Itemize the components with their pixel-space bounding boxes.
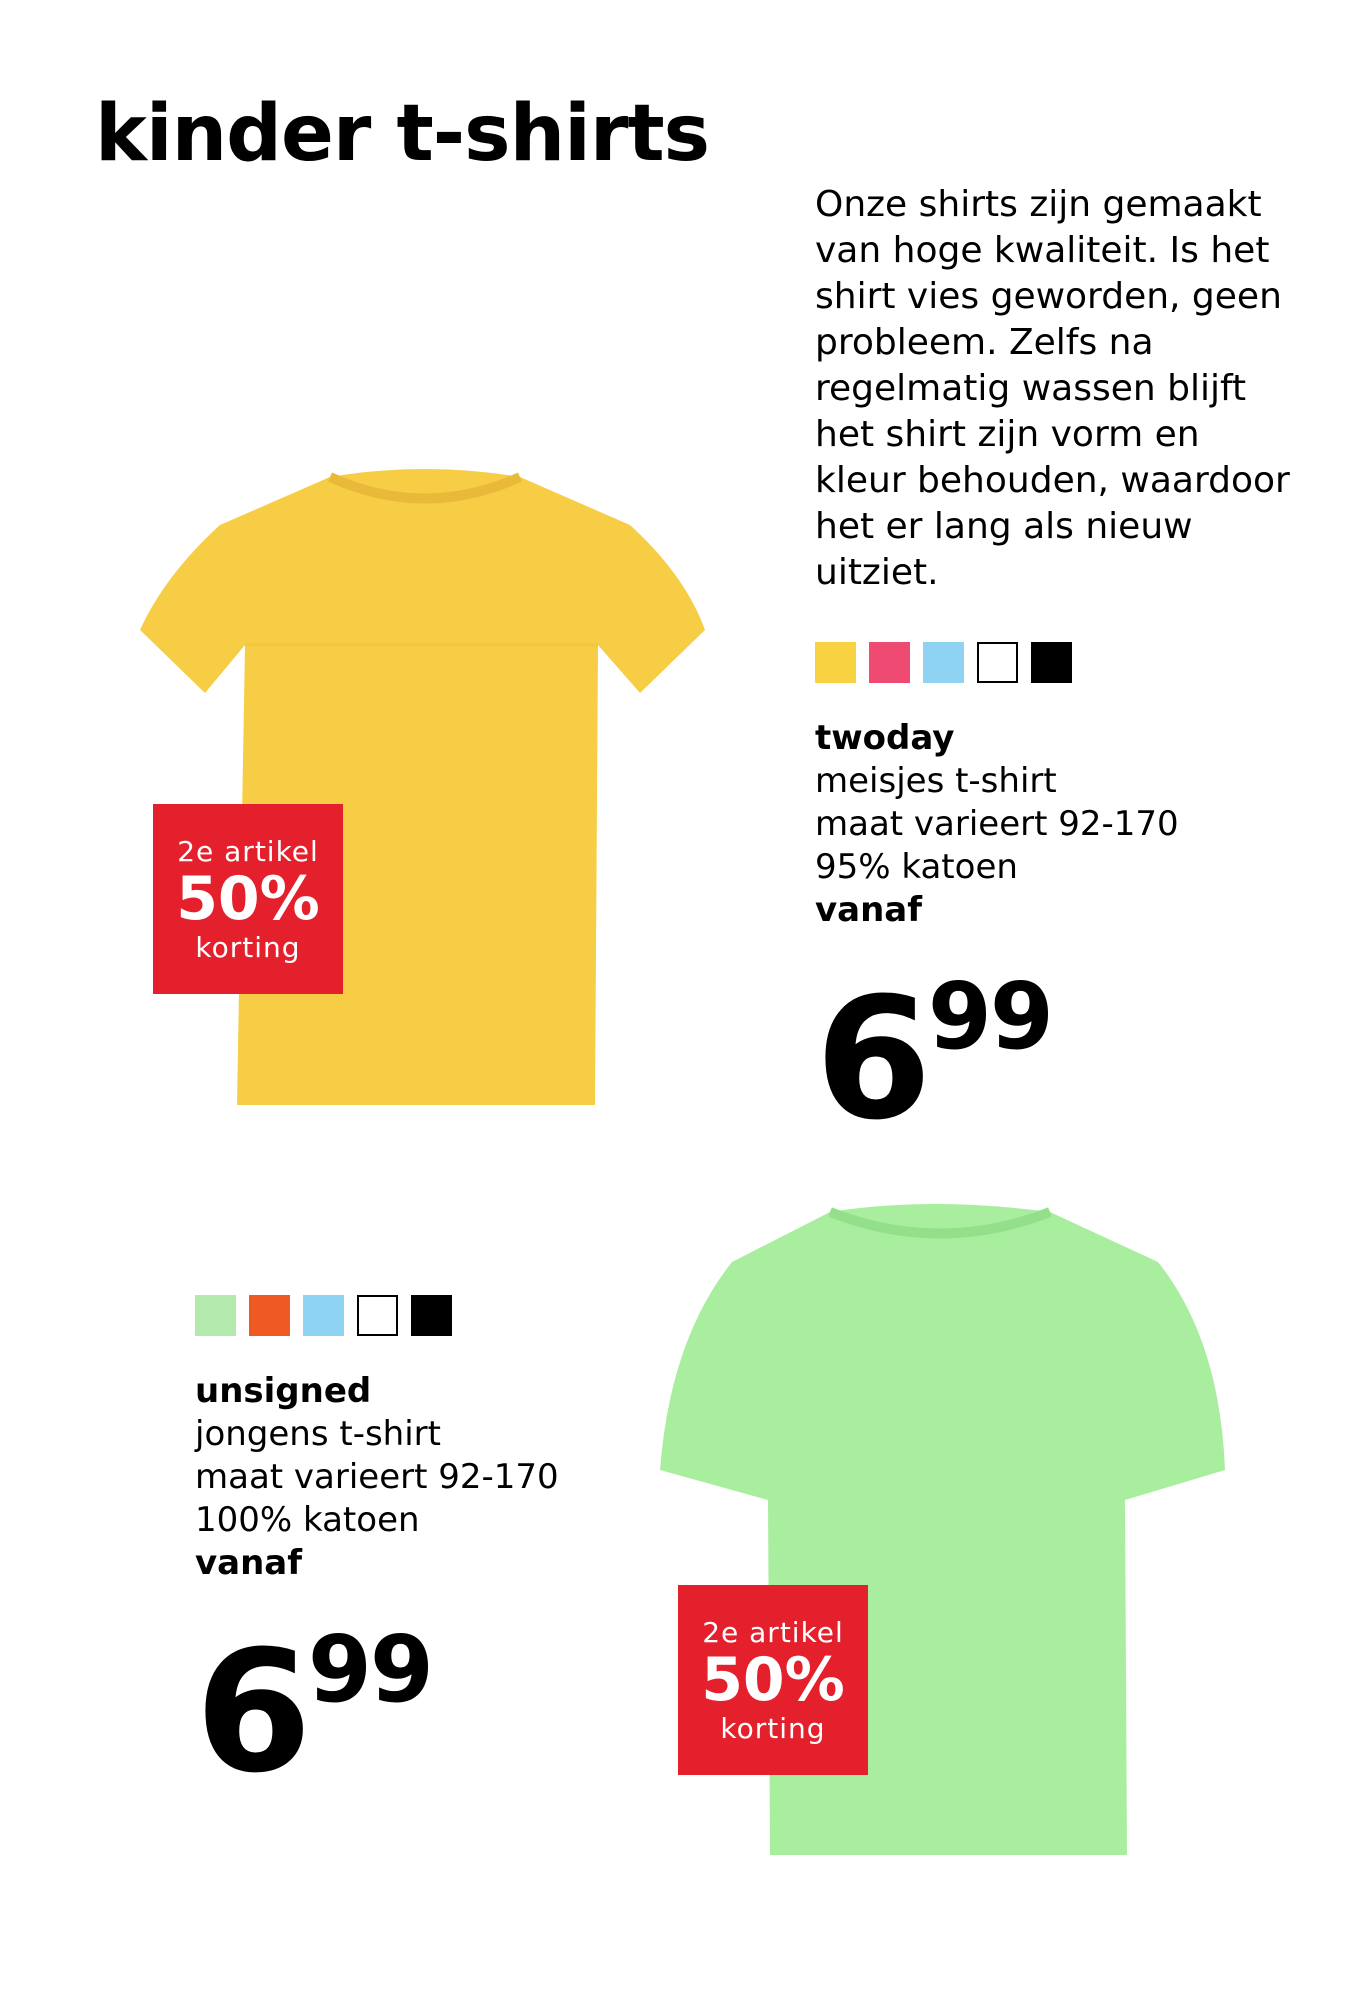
product-price — [195, 1614, 432, 1810]
product-type: jongens t-shirt — [195, 1414, 441, 1454]
color-swatch-light-blue[interactable] — [303, 1295, 344, 1336]
discount-badge — [678, 1585, 868, 1775]
product-price — [815, 961, 1052, 1157]
color-swatch-white[interactable] — [977, 642, 1018, 683]
product-brand: unsigned — [195, 1371, 372, 1411]
product-info — [195, 1370, 559, 1585]
color-swatch-light-blue[interactable] — [923, 642, 964, 683]
badge-percent: 50% — [176, 863, 320, 934]
price-euro: 6 — [815, 961, 928, 1157]
color-swatch-white[interactable] — [357, 1295, 398, 1336]
color-swatch-black[interactable] — [411, 1295, 452, 1336]
discount-badge — [153, 804, 343, 994]
price-cents: 99 — [307, 1616, 432, 1723]
color-swatch-green[interactable] — [195, 1295, 236, 1336]
color-swatch-black[interactable] — [1031, 642, 1072, 683]
badge-line1: 2e artikel — [177, 834, 319, 868]
product-brand: twoday — [815, 718, 955, 758]
price-prefix: vanaf — [195, 1543, 303, 1583]
price-prefix: vanaf — [815, 890, 923, 930]
yellow-tshirt-image — [140, 465, 710, 1115]
price-cents: 99 — [927, 963, 1052, 1070]
badge-line1: 2e artikel — [702, 1615, 844, 1649]
product-info — [815, 717, 1179, 932]
shirt-body — [140, 469, 705, 1105]
product-size: maat varieert 92-170 — [195, 1457, 559, 1497]
page-title: kinder t-shirts — [95, 89, 710, 179]
product-material: 95% katoen — [815, 847, 1018, 887]
color-swatch-orange[interactable] — [249, 1295, 290, 1336]
color-swatch-pink[interactable] — [869, 642, 910, 683]
product-type: meisjes t-shirt — [815, 761, 1057, 801]
badge-percent: 50% — [701, 1644, 845, 1715]
color-swatches — [195, 1295, 452, 1336]
intro-text: Onze shirts zijn gemaakt van hoge kwaliteit. Is het shirt vies geworden, geen probleem. Zelfs na regelmatig wassen blijft het shirt zijn vorm en kleur behouden, waardoor het er lang als nieuw uitziet. — [815, 184, 1290, 593]
price-euro: 6 — [195, 1614, 308, 1810]
color-swatch-yellow[interactable] — [815, 642, 856, 683]
product-material: 100% katoen — [195, 1500, 420, 1540]
product-size: maat varieert 92-170 — [815, 804, 1179, 844]
badge-line3: korting — [195, 930, 301, 964]
badge-line3: korting — [720, 1711, 826, 1745]
color-swatches — [815, 642, 1072, 683]
